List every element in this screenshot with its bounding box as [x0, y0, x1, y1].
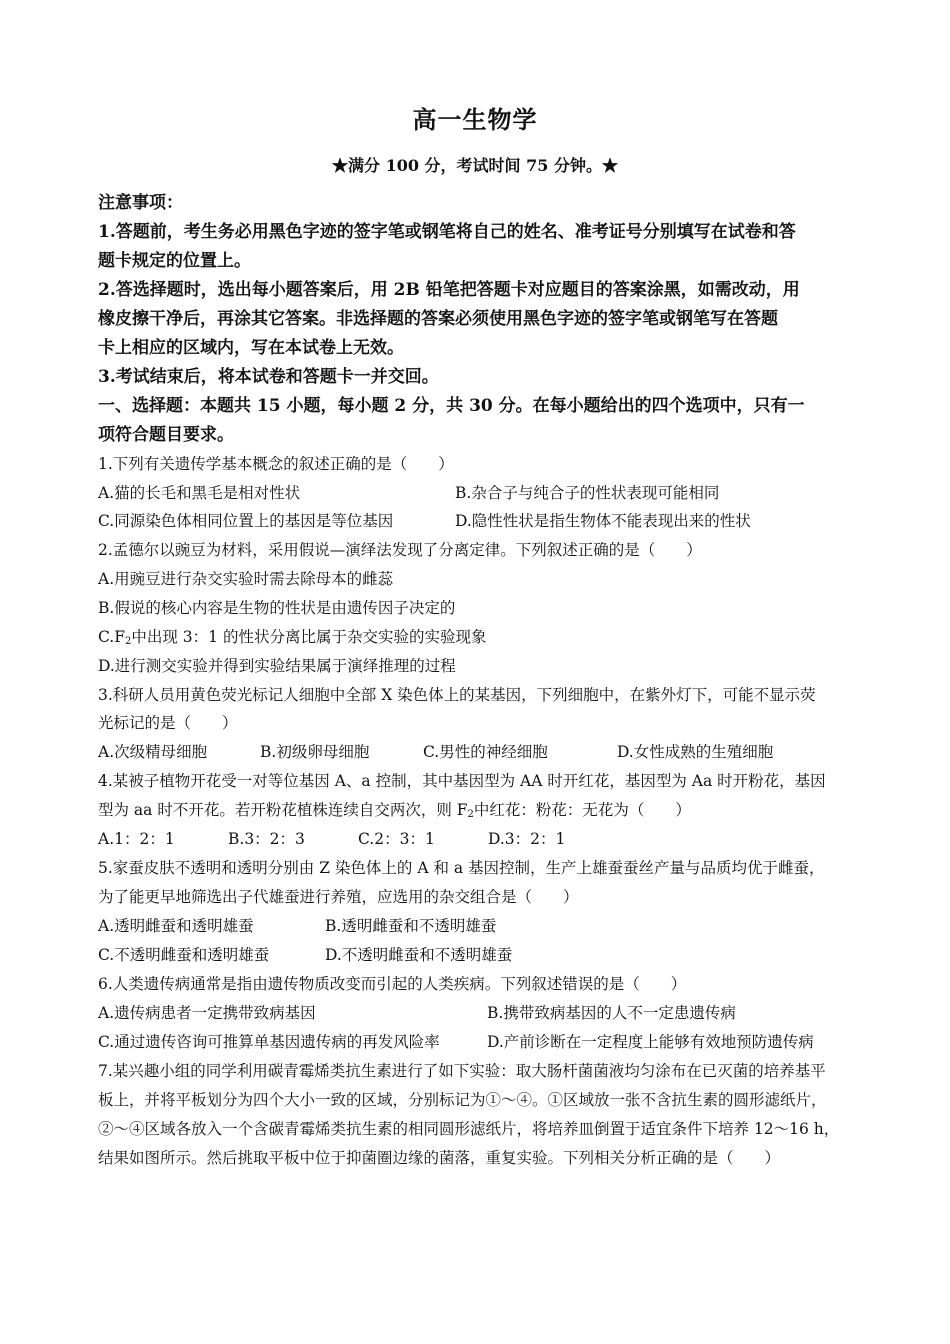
q3-option-c: C.男性的神经细胞 — [423, 743, 548, 761]
q3-stem-line-2: 光标记的是（ ） — [98, 714, 238, 732]
note-1-line-1: 1.答题前，考生务必用黑色字迹的签字笔或钢笔将自己的姓名、准考证号分别填写在试卷和答 — [98, 222, 796, 242]
q6-option-b: B.携带致病基因的人不一定患遗传病 — [487, 1004, 736, 1022]
q5-option-b: B.透明雌蚕和不透明雄蚕 — [325, 917, 497, 935]
q2-stem: 2.孟德尔以豌豆为材料，采用假说—演绎法发现了分离定律。下列叙述正确的是（ ） — [98, 541, 702, 559]
note-1-line-2: 题卡规定的位置上。 — [98, 251, 251, 271]
q7-stem-line-2: 板上，并将平板划分为四个大小一致的区域，分别标记为①～④。①区域放一张不含抗生素的圆形滤纸片， — [98, 1091, 827, 1109]
note-2-line-2: 橡皮擦干净后，再涂其它答案。非选择题的答案必须使用黑色字迹的签字笔或钢笔写在答题 — [98, 309, 778, 329]
page-title: 高一生物学 — [412, 105, 538, 134]
q1-option-c: C.同源染色体相同位置上的基因是等位基因 — [98, 512, 394, 530]
q7-stem-line-3: ②～④区域各放入一个含碳青霉烯类抗生素的相同圆形滤纸片，将培养皿倒置于适宜条件下培养 12～16 h， — [98, 1120, 840, 1138]
section-1-line-2: 项符合题目要求。 — [98, 425, 234, 445]
notes-heading: 注意事项： — [98, 193, 183, 213]
q3-option-d: D.女性成熟的生殖细胞 — [617, 743, 774, 761]
q5-option-c: C.不透明雌蚕和透明雄蚕 — [98, 946, 270, 964]
q5-stem-line-2: 为了能更早地筛选出子代雄蚕进行养殖，应选用的杂交组合是（ ） — [98, 888, 579, 906]
q7-stem-line-1: 7.某兴趣小组的同学利用碳青霉烯类抗生素进行了如下实验：取大肠杆菌菌液均匀涂布在已灭菌的培养基平 — [98, 1062, 826, 1080]
q5-stem-line-1: 5.家蚕皮肤不透明和透明分别由 Z 染色体上的 A 和 a 基因控制，生产上雄蚕蚕丝产量与品质均优于雌蚕， — [98, 859, 825, 877]
q2-option-b: B.假说的核心内容是生物的性状是由遗传因子决定的 — [98, 599, 456, 617]
note-2-line-3: 卡上相应的区域内，写在本试卷上无效。 — [98, 338, 404, 358]
q5-option-a: A.透明雌蚕和透明雄蚕 — [98, 917, 254, 935]
q4-option-d: D.3：2：1 — [488, 830, 566, 848]
q6-option-c: C.通过遗传咨询可推算单基因遗传病的再发风险率 — [98, 1033, 440, 1051]
exam-subtitle: ★满分 100 分，考试时间 75 分钟。★ — [332, 156, 618, 175]
q1-option-d: D.隐性性状是指生物体不能表现出来的性状 — [455, 512, 751, 530]
q1-option-b: B.杂合子与纯合子的性状表现可能相同 — [455, 484, 720, 502]
q6-option-d: D.产前诊断在一定程度上能够有效地预防遗传病 — [487, 1033, 814, 1051]
q1-stem: 1.下列有关遗传学基本概念的叙述正确的是（ ） — [98, 455, 454, 473]
q4-stem-line-1: 4.某被子植物开花受一对等位基因 A、a 控制，其中基因型为 AA 时开红花，基因型为 Aa 时开粉花，基因 — [98, 772, 826, 790]
section-1-line-1: 一、选择题：本题共 15 小题，每小题 2 分，共 30 分。在每小题给出的四个选项中，只有一 — [98, 396, 805, 416]
q2-option-a: A.用豌豆进行杂交实验时需去除母本的雌蕊 — [98, 570, 394, 588]
q4-option-a: A.1：2：1 — [98, 830, 175, 848]
note-2-line-1: 2.答选择题时，选出每小题答案后，用 2B 铅笔把答题卡对应题目的答案涂黑，如需改动，用 — [98, 280, 800, 300]
q4-stem-line-2: 型为 aa 时不开花。若开粉花植株连续自交两次，则 $F_2$中红花：粉花：无花为（ ） — [98, 801, 691, 820]
q3-stem-line-1: 3.科研人员用黄色荧光标记人细胞中全部 X 染色体上的某基因，下列细胞中，在紫外灯下，可能不显示荧 — [98, 686, 816, 704]
q6-option-a: A.遗传病患者一定携带致病基因 — [98, 1004, 316, 1022]
q2-option-c: $C.F_2$中出现 3：1 的性状分离比属于杂交实验的实验现象 — [98, 628, 487, 647]
q4-option-c: C.2：3：1 — [358, 830, 435, 848]
q6-stem: 6.人类遗传病通常是指由遗传物质改变而引起的人类疾病。下列叙述错误的是（ ） — [98, 975, 687, 993]
q1-option-a: A.猫的长毛和黑毛是相对性状 — [98, 484, 301, 502]
q4-option-b: B.3：2：3 — [228, 830, 305, 848]
q2-option-d: D.进行测交实验并得到实验结果属于演绎推理的过程 — [98, 657, 456, 675]
q3-option-a: A.次级精母细胞 — [98, 743, 208, 761]
q3-option-b: B.初级卵母细胞 — [260, 743, 370, 761]
note-3: 3.考试结束后，将本试卷和答题卡一并交回。 — [98, 367, 439, 387]
q7-stem-line-4: 结果如图所示。然后挑取平板中位于抑菌圈边缘的菌落，重复实验。下列相关分析正确的是（ ） — [98, 1149, 781, 1167]
q5-option-d: D.不透明雌蚕和不透明雄蚕 — [325, 946, 513, 964]
